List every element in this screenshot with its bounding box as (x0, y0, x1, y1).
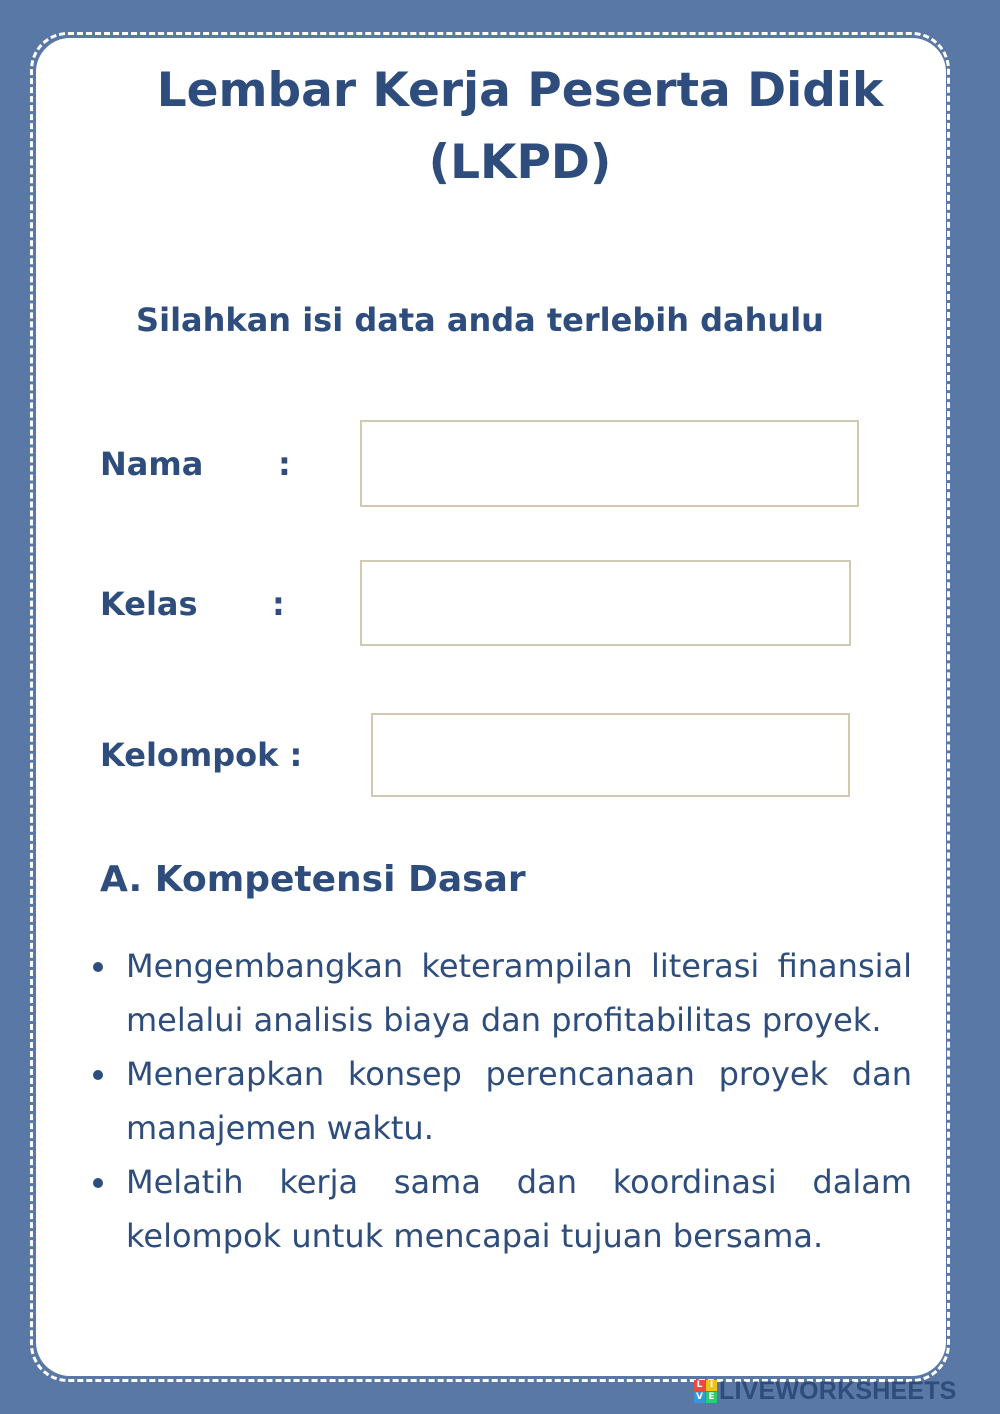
kelompok-colon: : (289, 736, 303, 774)
kelompok-label-text: Kelompok (100, 736, 279, 774)
list-item (90, 1155, 912, 1263)
kelompok-input[interactable] (371, 713, 850, 797)
list-item (90, 939, 912, 1047)
kelas-label: Kelas (100, 585, 198, 623)
liveworksheets-wordmark: LIVEWORKSHEETS (719, 1376, 957, 1405)
section-heading-kompetensi-dasar: A. Kompetensi Dasar (100, 859, 526, 900)
instruction-text: Silahkan isi data anda terlebih dahulu (136, 301, 824, 339)
kompetensi-list (90, 939, 912, 1263)
list-item (90, 1047, 912, 1155)
bullet-icon (93, 1178, 103, 1188)
logo-letter: E (706, 1392, 717, 1403)
nama-label: Nama (100, 445, 204, 483)
kelas-input[interactable] (360, 560, 851, 646)
page-title-line-1: Lembar Kerja Peserta Didik (156, 63, 884, 118)
liveworksheets-brand (694, 1376, 957, 1406)
bullet-icon (93, 1070, 103, 1080)
page-title-line-2: (LKPD) (428, 135, 612, 190)
nama-colon: : (278, 445, 291, 483)
kelompok-label (100, 735, 302, 775)
liveworksheets-logo-icon (694, 1380, 717, 1403)
logo-letter: L (694, 1380, 705, 1391)
list-item-text: Menerapkan konsep perencanaan proyek dan manajemen waktu. (126, 1055, 912, 1147)
logo-letter: V (694, 1392, 705, 1403)
bullet-icon (93, 962, 103, 972)
list-item-text: Mengembangkan keterampilan literasi finansial melalui analisis biaya dan profitabilitas proyek. (126, 947, 912, 1039)
logo-letter: I (706, 1380, 717, 1391)
list-item-text: Melatih kerja sama dan koordinasi dalam kelompok untuk mencapai tujuan bersama. (126, 1163, 912, 1255)
nama-input[interactable] (360, 420, 859, 507)
kelas-colon: : (272, 585, 285, 623)
